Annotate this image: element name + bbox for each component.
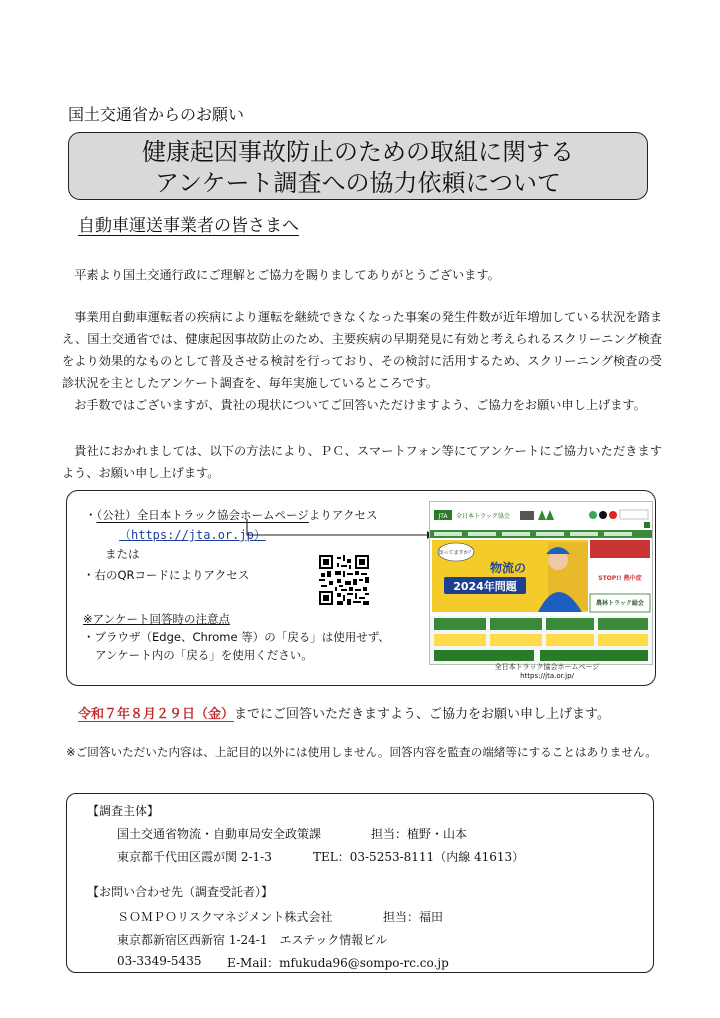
notes-heading: ※アンケート回答時の注意点 bbox=[83, 612, 230, 626]
homepage-bubble: 知ってますか？ bbox=[438, 550, 474, 556]
homepage-headline-1: 物流の bbox=[490, 561, 527, 575]
page-header: 国土交通省からのお願い bbox=[68, 105, 245, 124]
title-line-1: 健康起因事故防止のための取組に関する bbox=[142, 138, 574, 166]
access-via-qr: ・右のQRコードによりアクセス bbox=[83, 568, 250, 582]
contact-box bbox=[66, 793, 654, 973]
note-line-1: ・ブラウザ（Edge、Chrome 等）の「戻る」は使用せず、 bbox=[83, 630, 390, 644]
title-line-2: アンケート調査への協力依頼について bbox=[154, 169, 562, 197]
or-label: または bbox=[105, 547, 140, 561]
homepage-banner-1: STOP!! 熱中症 bbox=[598, 575, 642, 582]
youtube-icon bbox=[609, 511, 617, 519]
jta-url-link[interactable]: （https://jta.or.jp） bbox=[119, 528, 266, 542]
screenshot-caption: 全日本トラック協会ホームページ https://jta.or.jp/ bbox=[494, 663, 600, 680]
note-line-2: アンケート内の「戻る」を使用ください。 bbox=[95, 648, 313, 662]
survey-body-tel: TEL：03-5253-8111（内線 41613） bbox=[313, 850, 525, 864]
homepage-headline-2: 2024年問題 bbox=[453, 580, 517, 593]
qr-code[interactable] bbox=[319, 555, 369, 605]
site-search-icon bbox=[620, 510, 648, 519]
homepage-screenshot-art bbox=[430, 502, 652, 664]
access-via-website: ・（公社）全日本トラック協会ホームページよりアクセス bbox=[85, 508, 378, 522]
svg-text:JTA: JTA bbox=[438, 513, 448, 520]
page-title bbox=[68, 132, 648, 200]
greeting-paragraph bbox=[62, 264, 662, 286]
deadline-date: 令和７年８月２９日（金） bbox=[78, 707, 235, 722]
inquiry-heading: 【お問い合わせ先（調査受託者）】 bbox=[87, 885, 274, 899]
inquiry-tel: 03-3349-5435 bbox=[117, 954, 202, 968]
inquiry-address: 東京都新宿区西新宿 1-24-1 エステック情報ビル bbox=[117, 933, 388, 947]
access-instructions-box bbox=[66, 490, 656, 686]
request-text: お手数ではございますが、貴社の現状についてご回答いただけますよう、ご協力をお願い申し上げます。 bbox=[74, 398, 646, 412]
survey-body-org: 国土交通省物流・自動車局安全政策課 bbox=[117, 827, 322, 841]
greeting-text: 平素より国土交通行政にご理解とご協力を賜りましてありがとうございます。 bbox=[74, 268, 500, 282]
deadline-line: 令和７年８月２９日（金）までにご回答いただきますよう、ご協力をお願い申し上げます。 bbox=[78, 707, 610, 722]
x-social-icon bbox=[599, 511, 607, 519]
inquiry-org: ＳＯＭＰＯリスクマネジメント株式会社 bbox=[117, 910, 333, 924]
jta-homepage-link[interactable]: （公社）全日本トラック協会ホームページ bbox=[96, 508, 309, 522]
inquiry-email[interactable]: E-Mail：mfukuda96@sompo-rc.co.jp bbox=[227, 956, 449, 970]
line-social-icon bbox=[589, 511, 597, 519]
purpose-paragraph bbox=[62, 306, 662, 416]
method-text: 貴社におかれましては、以下の方法により、ＰＣ、スマートフォン等にてアンケートにご協力いただきますよう、お願い申し上げます。 bbox=[62, 444, 662, 480]
survey-body-heading: 【調査主体】 bbox=[87, 804, 160, 818]
inquiry-person: 担当：福田 bbox=[383, 910, 444, 924]
survey-body-person: 担当：植野・山本 bbox=[371, 827, 468, 841]
arrow-to-screenshot bbox=[243, 519, 433, 549]
method-paragraph bbox=[62, 440, 662, 484]
survey-body-address: 東京都千代田区霞が関 2-1-3 bbox=[117, 850, 272, 864]
addressee-heading: 自動車運送事業者の皆さまへ bbox=[78, 216, 299, 236]
jta-homepage-screenshot[interactable] bbox=[429, 501, 653, 665]
purpose-text: 事業用自動車運転者の疾病により運転を継続できなくなった事案の発生件数が近年増加している状況を踏まえ、国土交通省では、健康起因事故防止のため、主要疾病の早期発見に有効と考えられるスクリーニング検査をより効果的なものとして普及させる検討を行っており、その検討に活用するため、スクリーニング検査の受診状況を主としたアンケート調査を、毎年実施しているところです。 bbox=[62, 310, 663, 390]
site-logo-text: 全日本トラック協会 bbox=[456, 513, 510, 520]
privacy-notice: ※ご回答いただいた内容は、上記目的以外には使用しません。回答内容を監査の端緒等にすることはありません。 bbox=[66, 745, 657, 759]
homepage-banner-2: 農林トラック総会 bbox=[596, 600, 644, 607]
